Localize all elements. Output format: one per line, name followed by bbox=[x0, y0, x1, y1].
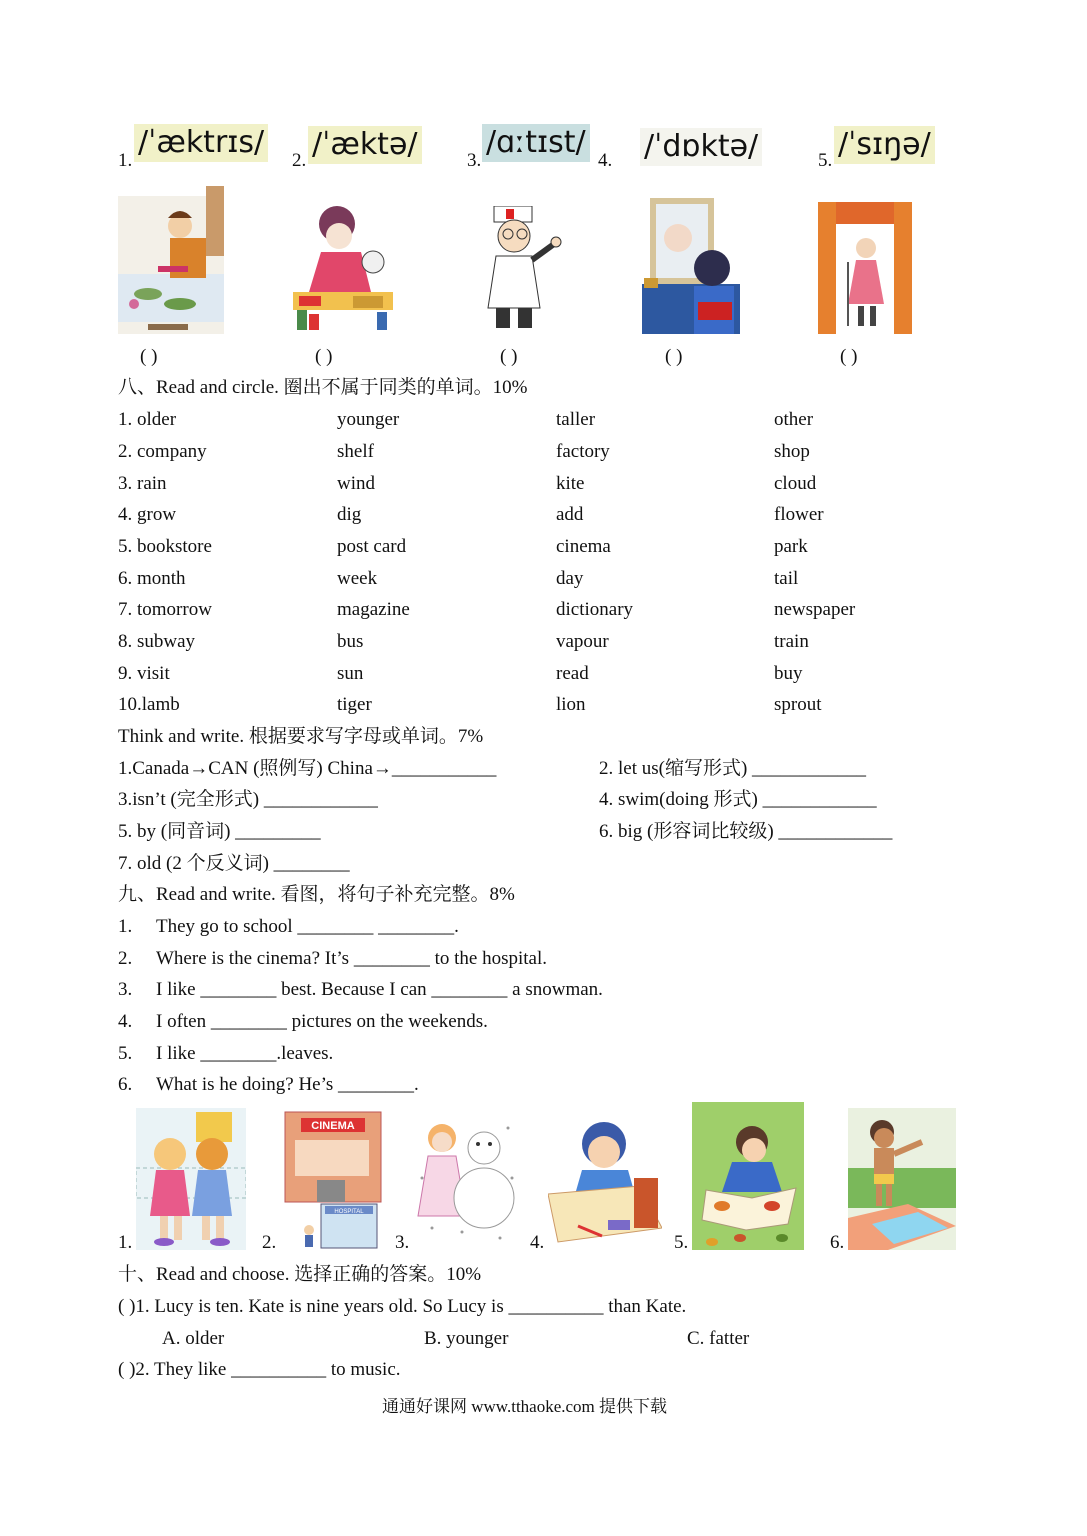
sentence-text[interactable]: I like ________ best. Because I can ________ a snowman. bbox=[156, 979, 603, 1000]
sentence-number: 3. bbox=[118, 979, 133, 1000]
think-write-title: Think and write. 根据要求写字母或单词。7% bbox=[118, 726, 484, 747]
sentence-number: 2. bbox=[118, 948, 133, 969]
sentence-text[interactable]: I often ________ pictures on the weekends. bbox=[156, 1011, 488, 1032]
phonetic-number: 2. bbox=[292, 150, 307, 171]
actress-makeup-picture bbox=[642, 198, 740, 334]
question-1[interactable]: ( )1. Lucy is ten. Kate is nine years old. So Lucy is __________ than Kate. bbox=[118, 1296, 687, 1317]
think-write-item[interactable]: 5. by (同音词) _________ bbox=[118, 821, 321, 842]
doctor-picture bbox=[470, 206, 566, 334]
picture-number: 3. bbox=[395, 1232, 410, 1253]
picture-number: 6. bbox=[830, 1232, 845, 1253]
sentence-number: 1. bbox=[118, 916, 133, 937]
word-cell[interactable]: dig bbox=[337, 504, 362, 525]
boy-drawing-picture bbox=[548, 1108, 662, 1250]
answer-blank[interactable]: ( ) bbox=[500, 346, 518, 367]
word-cell[interactable]: 1. older bbox=[118, 409, 177, 430]
phonetic-transcription: /ˈæktə/ bbox=[308, 126, 422, 164]
picture-number: 5. bbox=[674, 1232, 689, 1253]
word-cell[interactable]: week bbox=[337, 568, 378, 589]
word-cell[interactable]: lion bbox=[556, 694, 586, 715]
phonetic-number: 3. bbox=[467, 150, 482, 171]
children-walking-picture bbox=[136, 1108, 246, 1250]
actress-picture bbox=[293, 196, 393, 334]
word-cell[interactable]: dictionary bbox=[556, 599, 634, 620]
word-cell[interactable]: taller bbox=[556, 409, 596, 430]
word-cell[interactable]: tail bbox=[774, 568, 799, 589]
phonetic-transcription: /ˈdɒktə/ bbox=[640, 128, 762, 166]
answer-blank[interactable]: ( ) bbox=[665, 346, 683, 367]
word-cell[interactable]: 3. rain bbox=[118, 473, 167, 494]
word-cell[interactable]: magazine bbox=[337, 599, 410, 620]
think-write-item[interactable]: 3.isn’t (完全形式) ____________ bbox=[118, 789, 378, 810]
word-cell[interactable]: wind bbox=[337, 473, 375, 494]
sentence-text[interactable]: Where is the cinema? It’s ________ to the hospital. bbox=[156, 948, 547, 969]
option-c[interactable]: C. fatter bbox=[687, 1328, 750, 1349]
word-cell[interactable]: park bbox=[774, 536, 808, 557]
cinema-hospital-picture bbox=[281, 1108, 383, 1250]
answer-blank[interactable]: ( ) bbox=[315, 346, 333, 367]
sentence-number: 4. bbox=[118, 1011, 133, 1032]
word-cell[interactable]: shelf bbox=[337, 441, 374, 462]
snowman-picture bbox=[412, 1108, 520, 1250]
word-cell[interactable]: 8. subway bbox=[118, 631, 196, 652]
word-cell[interactable]: other bbox=[774, 409, 814, 430]
answer-blank[interactable]: ( ) bbox=[840, 346, 858, 367]
think-write-item[interactable]: 1.Canada→CAN (照例写) China→___________ bbox=[118, 758, 497, 779]
word-cell[interactable]: factory bbox=[556, 441, 610, 462]
word-cell[interactable]: shop bbox=[774, 441, 810, 462]
word-cell[interactable]: post card bbox=[337, 536, 407, 557]
word-cell[interactable]: bus bbox=[337, 631, 364, 652]
word-cell[interactable]: flower bbox=[774, 504, 824, 525]
sentence-number: 5. bbox=[118, 1043, 133, 1064]
phonetic-number: 4. bbox=[598, 150, 613, 171]
think-write-item[interactable]: 4. swim(doing 形式) ____________ bbox=[599, 789, 877, 810]
leaves-collecting-picture bbox=[692, 1102, 804, 1250]
word-cell[interactable]: 6. month bbox=[118, 568, 186, 589]
word-cell[interactable]: day bbox=[556, 568, 584, 589]
word-cell[interactable]: cloud bbox=[774, 473, 817, 494]
word-cell[interactable]: 5. bookstore bbox=[118, 536, 212, 557]
word-cell[interactable]: 9. visit bbox=[118, 663, 170, 684]
think-write-item[interactable]: 2. let us(缩写形式) ____________ bbox=[599, 758, 867, 779]
word-cell[interactable]: younger bbox=[337, 409, 400, 430]
boy-swimming-picture bbox=[848, 1108, 956, 1250]
word-cell[interactable]: 4. grow bbox=[118, 504, 177, 525]
cinema-sign: CINEMA bbox=[311, 1120, 355, 1132]
hospital-sign: HOSPITAL bbox=[334, 1209, 364, 1215]
think-write-item[interactable]: 7. old (2 个反义词) ________ bbox=[118, 853, 350, 874]
word-cell[interactable]: read bbox=[556, 663, 589, 684]
section-9-title: 九、Read and write. 看图，将句子补充完整。8% bbox=[118, 884, 515, 905]
sentence-text[interactable]: They go to school ________ ________. bbox=[156, 916, 459, 937]
word-cell[interactable]: add bbox=[556, 504, 584, 525]
section-8-title: 八、Read and circle. 圈出不属于同类的单词。10% bbox=[118, 377, 528, 398]
word-cell[interactable]: 2. company bbox=[118, 441, 207, 462]
answer-blank[interactable]: ( ) bbox=[140, 346, 158, 367]
singer-picture bbox=[818, 202, 912, 334]
option-a[interactable]: A. older bbox=[162, 1328, 225, 1349]
phonetic-number: 5. bbox=[818, 150, 833, 171]
footer-credit: 通通好课网 www.tthaoke.com 提供下载 bbox=[382, 1397, 668, 1416]
phonetic-transcription: /ˈsɪŋə/ bbox=[834, 126, 935, 164]
word-cell[interactable]: sprout bbox=[774, 694, 822, 715]
word-cell[interactable]: buy bbox=[774, 663, 803, 684]
word-cell[interactable]: cinema bbox=[556, 536, 611, 557]
phonetic-number: 1. bbox=[118, 150, 133, 171]
picture-number: 1. bbox=[118, 1232, 133, 1253]
word-cell[interactable]: sun bbox=[337, 663, 364, 684]
word-cell[interactable]: tiger bbox=[337, 694, 372, 715]
option-b[interactable]: B. younger bbox=[424, 1328, 509, 1349]
word-cell[interactable]: kite bbox=[556, 473, 585, 494]
word-cell[interactable]: 7. tomorrow bbox=[118, 599, 212, 620]
picture-number: 4. bbox=[530, 1232, 545, 1253]
question-2[interactable]: ( )2. They like __________ to music. bbox=[118, 1359, 401, 1380]
section-10-title: 十、Read and choose. 选择正确的答案。10% bbox=[118, 1264, 482, 1285]
word-cell[interactable]: newspaper bbox=[774, 599, 856, 620]
phonetic-transcription: /ˈæktrɪs/ bbox=[134, 124, 268, 162]
sentence-text[interactable]: What is he doing? He’s ________. bbox=[156, 1074, 419, 1095]
sentence-text[interactable]: I like ________.leaves. bbox=[156, 1043, 334, 1064]
phonetic-transcription: /ɑːtɪst/ bbox=[482, 124, 590, 162]
artist-picture bbox=[118, 186, 224, 334]
think-write-item[interactable]: 6. big (形容词比较级) ____________ bbox=[599, 821, 893, 842]
picture-number: 2. bbox=[262, 1232, 277, 1253]
sentence-number: 6. bbox=[118, 1074, 133, 1095]
word-cell[interactable]: vapour bbox=[556, 631, 609, 652]
word-cell[interactable]: 10.lamb bbox=[118, 694, 180, 715]
word-cell[interactable]: train bbox=[774, 631, 809, 652]
